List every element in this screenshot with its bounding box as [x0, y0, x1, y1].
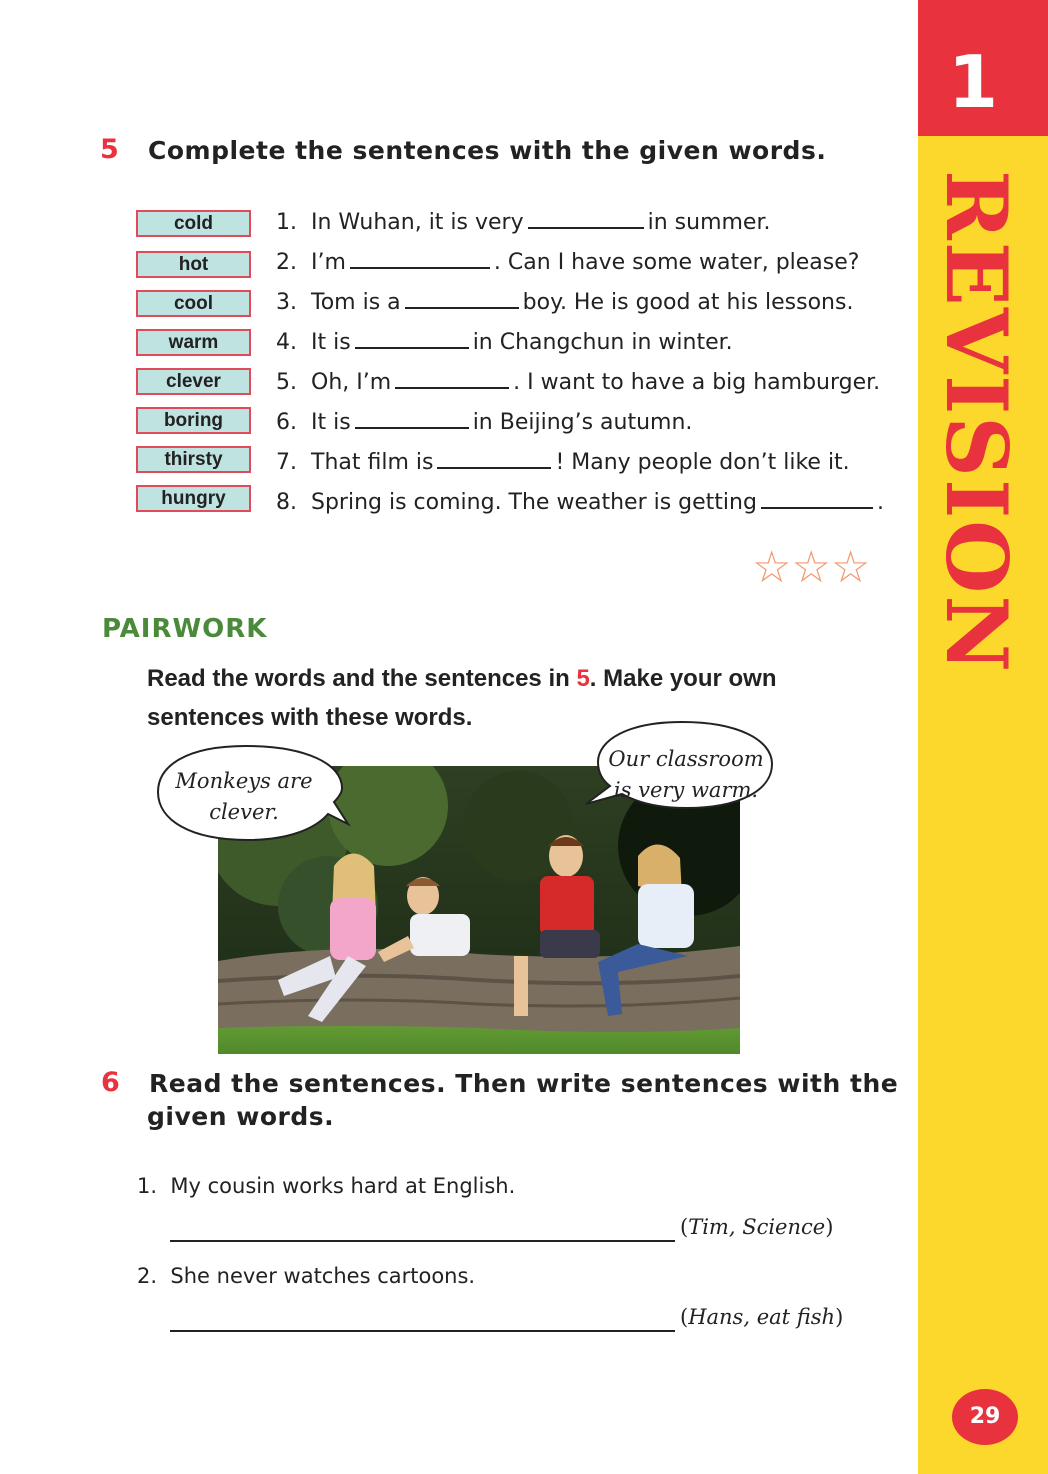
sentence-text: . I want to have a big hamburger.: [513, 370, 881, 395]
section-5-title: Complete the sentences with the given words.: [148, 136, 827, 165]
bubble-left-text: [166, 766, 322, 828]
sentence-number: 1.: [276, 210, 297, 235]
sentence-text: Oh, I’m: [311, 370, 392, 395]
sentence: [276, 209, 770, 237]
item-hint: (Hans, eat fish): [680, 1305, 844, 1329]
unit-number: 1: [947, 40, 999, 124]
word-box: hungry: [136, 485, 251, 512]
section-reference: 5: [576, 665, 590, 692]
answer-blank[interactable]: [355, 329, 469, 349]
item-number: 2.: [137, 1264, 158, 1288]
item-number: 1.: [137, 1174, 158, 1198]
sentence-number: 5.: [276, 370, 297, 395]
word-box: thirsty: [136, 446, 251, 473]
answer-blank[interactable]: [528, 209, 644, 229]
word-box: warm: [136, 329, 251, 356]
bubble-line: Monkeys are: [175, 769, 313, 793]
word-box: hot: [136, 251, 251, 278]
sentence-number: 3.: [276, 290, 297, 315]
sentence: [276, 249, 859, 277]
sentence-number: 2.: [276, 250, 297, 275]
hint-words: Tim, Science: [688, 1215, 826, 1239]
instruction-text: . Make your own: [589, 665, 777, 692]
sentence-number: 6.: [276, 410, 297, 435]
item-text: She never watches cartoons.: [170, 1264, 476, 1288]
revision-title: REVISION: [927, 170, 1026, 675]
answer-line[interactable]: [170, 1240, 675, 1242]
section-6-title: Read the sentences. Then write sentences with the: [149, 1069, 899, 1098]
sentence-text: I’m: [311, 250, 346, 275]
bubble-right-text: [604, 744, 768, 806]
word-box: cold: [136, 210, 251, 237]
sentence-text: Spring is coming. The weather is getting: [311, 490, 757, 515]
page-number: 29: [952, 1389, 1018, 1445]
answer-blank[interactable]: [405, 289, 519, 309]
word-box: clever: [136, 368, 251, 395]
sentence: [276, 289, 853, 317]
sentence-text: It is: [311, 410, 351, 435]
star-rating-icons: ☆☆☆: [752, 542, 871, 593]
sentence: [276, 329, 733, 357]
word-box: boring: [136, 407, 251, 434]
section-6-number: 6: [101, 1067, 120, 1098]
sentence-text: in Changchun in winter.: [472, 330, 733, 355]
sentence-text: That film is: [311, 450, 434, 475]
pairwork-heading: PAIRWORK: [102, 614, 268, 644]
answer-blank[interactable]: [761, 489, 873, 509]
sentence-text: in summer.: [647, 210, 771, 235]
sentence: [276, 369, 880, 397]
exercise-item: [137, 1174, 515, 1198]
sentence-number: 4.: [276, 330, 297, 355]
section-6-title-line2: given words.: [147, 1102, 335, 1131]
item-hint: (Tim, Science): [680, 1215, 834, 1239]
bubble-line: Our classroom: [608, 747, 764, 771]
answer-blank[interactable]: [355, 409, 469, 429]
sentence-text: ! Many people don’t like it.: [555, 450, 850, 475]
sentence: [276, 489, 884, 517]
sentence-text: . Can I have some water, please?: [493, 250, 860, 275]
sentence-text: It is: [311, 330, 351, 355]
instruction-text: Read the words and the sentences in: [147, 665, 570, 692]
sentence: [276, 449, 850, 477]
answer-blank[interactable]: [350, 249, 490, 269]
word-box: cool: [136, 290, 251, 317]
sentence-text: .: [876, 490, 884, 515]
item-text: My cousin works hard at English.: [170, 1174, 516, 1198]
sentence-number: 8.: [276, 490, 297, 515]
sentence-text: Tom is a: [311, 290, 401, 315]
bubble-line: is very warm.: [613, 778, 759, 802]
sentence-text: in Beijing’s autumn.: [472, 410, 693, 435]
sentence-text: boy. He is good at his lessons.: [522, 290, 854, 315]
hint-words: Hans, eat fish: [688, 1305, 836, 1329]
pairwork-instruction-line2: sentences with these words.: [147, 704, 473, 731]
sentence-text: In Wuhan, it is very: [311, 210, 524, 235]
answer-blank[interactable]: [395, 369, 509, 389]
sentence: [276, 409, 692, 437]
exercise-item: [137, 1264, 475, 1288]
answer-line[interactable]: [170, 1330, 675, 1332]
section-5-number: 5: [100, 134, 119, 165]
pairwork-instruction: [147, 665, 777, 693]
answer-blank[interactable]: [437, 449, 551, 469]
sentence-number: 7.: [276, 450, 297, 475]
bubble-line: clever.: [209, 800, 279, 824]
